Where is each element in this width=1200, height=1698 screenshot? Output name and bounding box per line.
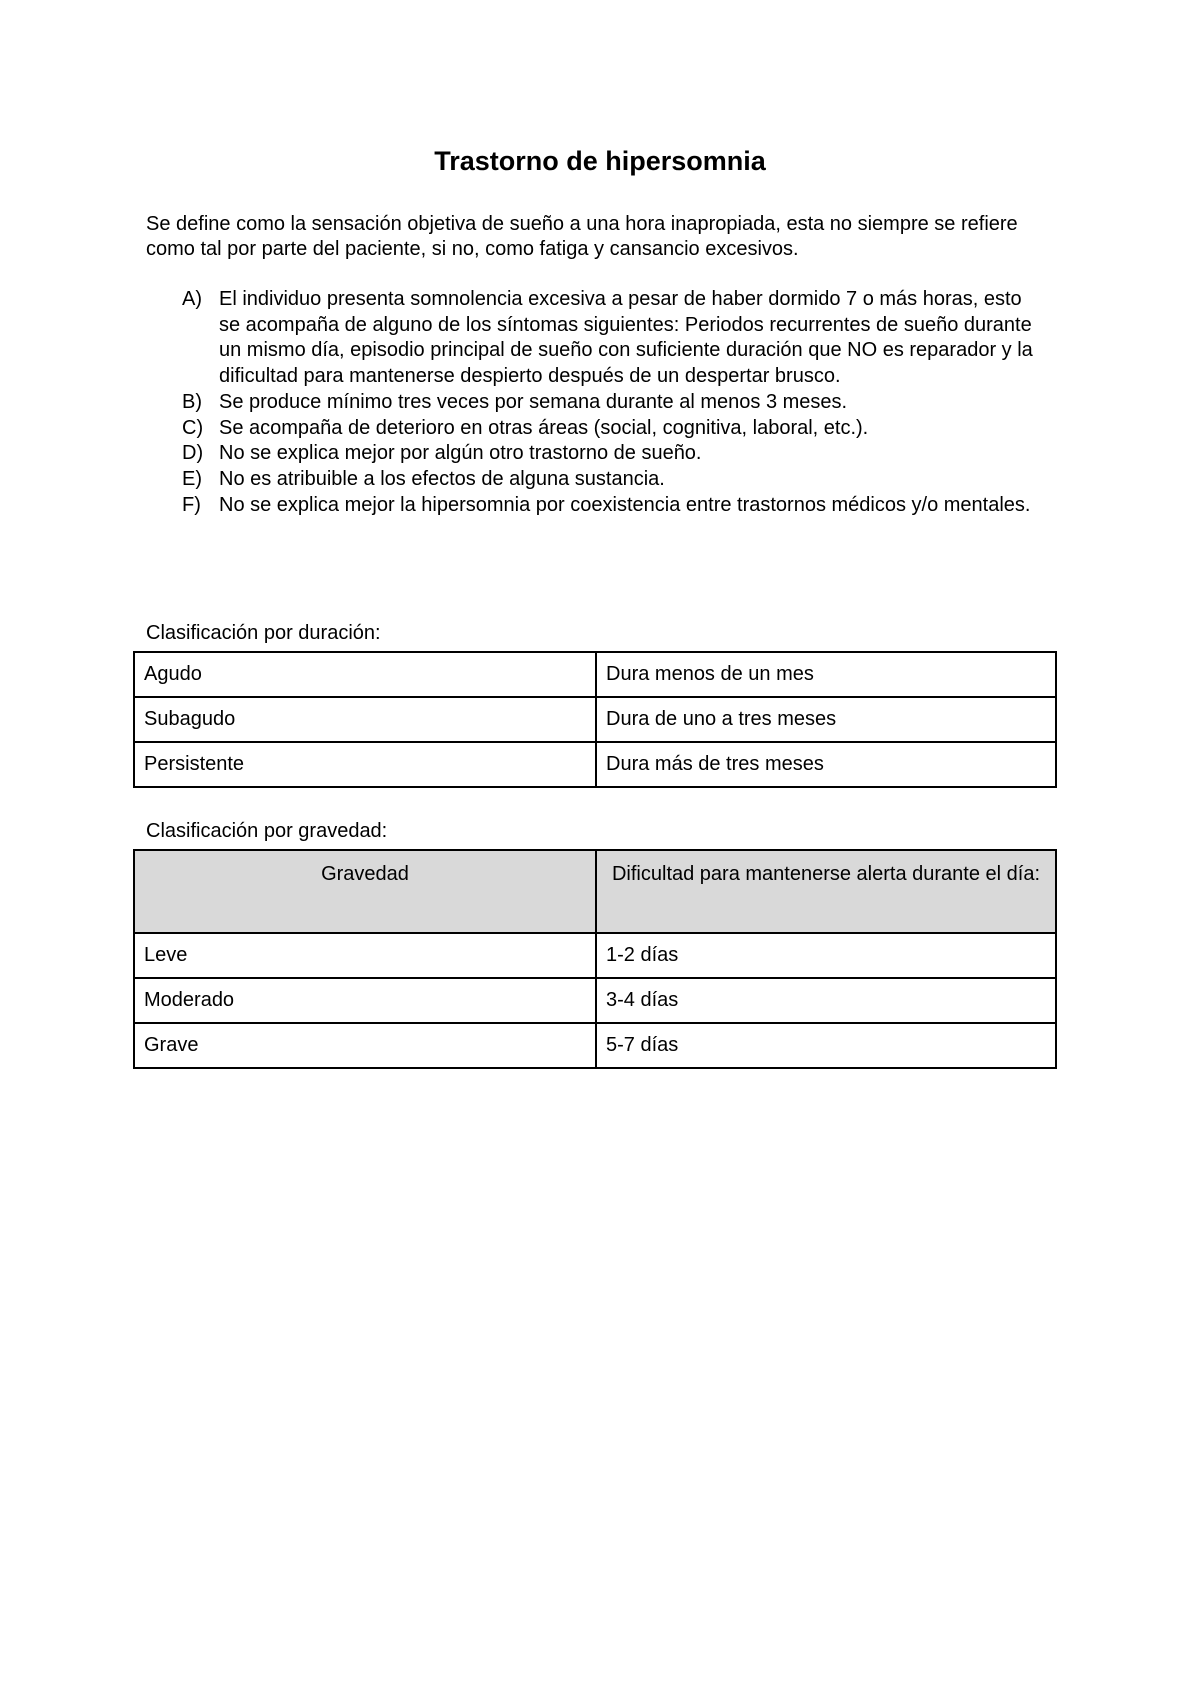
duration-table: [133, 651, 1057, 788]
severity-days-cell: 5-7 días: [596, 1023, 1056, 1068]
criteria-text: Se acompaña de deterioro en otras áreas (social, cognitiva, laboral, etc.).: [219, 416, 869, 439]
criteria-text: Se produce mínimo tres veces por semana durante al menos 3 meses.: [219, 390, 848, 413]
criteria-item: [182, 287, 1042, 390]
severity-table: [133, 849, 1057, 1069]
table-row: [134, 933, 1056, 978]
difficulty-column-header: Dificultad para mantenerse alerta durante el día:: [596, 850, 1056, 933]
criteria-marker: C): [182, 416, 204, 439]
criteria-marker: A): [182, 288, 202, 310]
duration-description-cell: Dura menos de un mes: [596, 652, 1056, 697]
duration-description-cell: Dura más de tres meses: [596, 742, 1056, 787]
criteria-marker: B): [182, 390, 202, 413]
page-title: Trastorno de hipersomnia: [434, 146, 766, 176]
severity-column-header: Gravedad: [134, 850, 596, 933]
severity-level-cell: Leve: [134, 933, 596, 978]
severity-level-cell: Moderado: [134, 978, 596, 1023]
criteria-marker: F): [182, 493, 201, 516]
criteria-item: [182, 390, 1042, 416]
criteria-marker: D): [182, 442, 204, 465]
criteria-text: No se explica mejor por algún otro trastorno de sueño.: [219, 442, 702, 465]
criteria-list: [182, 287, 1042, 518]
criteria-item: [182, 467, 1042, 493]
duration-description-cell: Dura de uno a tres meses: [596, 697, 1056, 742]
severity-level-cell: Grave: [134, 1023, 596, 1068]
criteria-item: [182, 441, 1042, 467]
duration-label-cell: Persistente: [134, 742, 596, 787]
duration-table-caption: Clasificación por duración:: [146, 622, 381, 644]
criteria-marker: E): [182, 467, 202, 490]
criteria-text: No es atribuible a los efectos de alguna sustancia.: [219, 467, 665, 490]
criteria-text: El individuo presenta somnolencia excesiva a pesar de haber dormido 7 o más horas, esto se acompaña de alguno de los síntomas siguientes: Periodos recurrentes de sueño durante un mismo día, episodio principal de sueño con suficiente duración que NO es reparador y la dificultad para mantenerse despierto después de un despertar brusco.: [219, 288, 1033, 388]
criteria-item: [182, 416, 1042, 442]
table-row: [134, 978, 1056, 1023]
duration-label-cell: Agudo: [134, 652, 596, 697]
table-header-row: [134, 850, 1056, 933]
table-row: [134, 652, 1056, 697]
severity-days-cell: 3-4 días: [596, 978, 1056, 1023]
duration-label-cell: Subagudo: [134, 697, 596, 742]
table-row: [134, 697, 1056, 742]
criteria-text: No se explica mejor la hipersomnia por coexistencia entre trastornos médicos y/o mentales.: [219, 493, 1031, 516]
criteria-item: [182, 493, 1042, 519]
table-row: [134, 742, 1056, 787]
severity-table-caption: Clasificación por gravedad:: [146, 820, 388, 842]
table-row: [134, 1023, 1056, 1068]
severity-days-cell: 1-2 días: [596, 933, 1056, 978]
intro-paragraph: Se define como la sensación objetiva de sueño a una hora inapropiada, esta no siempre se refiere como tal por parte del paciente, si no, como fatiga y cansancio excesivos.: [146, 213, 1018, 260]
